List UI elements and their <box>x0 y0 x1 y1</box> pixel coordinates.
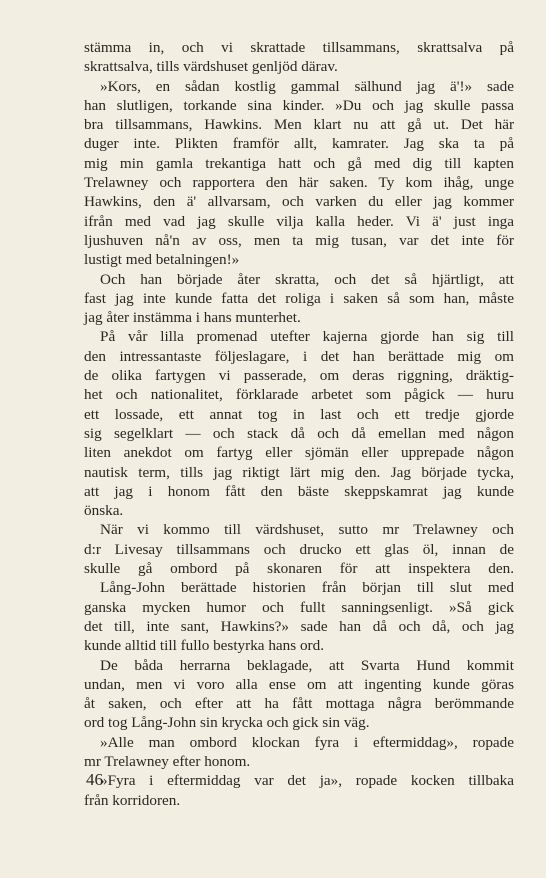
text-line: mr Trelawney efter honom. <box>84 752 251 770</box>
text-line: nautisk term, tills jag riktigt lärt mig den. Jag började tycka, <box>84 463 514 481</box>
text-line: att jag i honom fått den bäste skeppskamrat jag kunde <box>84 482 514 500</box>
text-line: kunde alltid till fullo bestyrka hans ord. <box>84 637 325 655</box>
page-number: 46 <box>86 770 103 789</box>
text-line: het och nationalitet, förklarade arbetet som pågick — huru <box>84 386 514 404</box>
text-line: ljushuven nå'n av oss, men ta mig tusan, var det inte för <box>84 231 514 249</box>
text-line: sig segelklart — och stack då och då emellan med någon <box>84 424 514 442</box>
text-line: stämma in, och vi skrattade tillsammans, skrattsalva på <box>84 39 514 56</box>
text-line: den intressantaste följeslagare, i det han berättade mig om <box>84 347 514 365</box>
text-line: På vår lilla promenad utefter kajerna gjorde han sig till <box>100 328 514 346</box>
text-line: Lång-John berättade historien från början till slut med <box>100 579 514 597</box>
text-line: Och han började åter skratta, och det så hjärtligt, att <box>100 270 514 288</box>
text-line: »Alle man ombord klockan fyra i eftermiddag», ropade <box>100 733 514 751</box>
text-line: skulle gå ombord på skonaren för att inspektera den. <box>84 560 514 578</box>
text-line: från korridoren. <box>84 791 181 809</box>
text-line: d:r Livesay tillsammans och drucko ett glas öl, innan de <box>84 540 514 558</box>
text-line: åt saken, och efter att ha fått mottaga några berömmande <box>84 695 514 713</box>
text-line: mig min gamla trekantiga hatt och gå med dig till kapten <box>84 154 514 172</box>
text-line: de olika fartygen vi passerade, om deras riggning, dräktig- <box>84 367 514 385</box>
text-line: ord tog Lång-John sin krycka och gick sin väg. <box>84 714 370 732</box>
text-line: När vi kommo till värdshuset, sutto mr Trelawney och <box>100 521 514 539</box>
text-line: duger inte. Plikten framför allt, kamrater. Jag ska ta på <box>84 135 514 153</box>
text-line: skrattsalva, tills värdshuset genljöd därav. <box>84 58 338 76</box>
text-line: De båda herrarna beklagade, att Svarta Hund kommit <box>100 656 514 674</box>
text-line: liten anekdot om fartyg eller sjömän eller upprepade någon <box>84 444 514 462</box>
text-line: jag åter instämma i hans munterhet. <box>84 309 301 327</box>
text-line: fast jag inte kunde fatta det roliga i saken så som han, måste <box>84 289 514 307</box>
text-line: han slutligen, torkande sina kinder. »Du och jag skulle passa <box>84 96 514 114</box>
text-line: önska. <box>84 502 124 520</box>
text-line: bra tillsammans, Hawkins. Men klart nu att gå ut. Det här <box>84 116 514 134</box>
text-line: Trelawney och rapportera den här saken. Ty kom ihåg, unge <box>84 174 514 192</box>
body-text <box>84 38 514 810</box>
text-line: ifrån med vad jag skulle vilja kalla heder. Vi ä' just inga <box>84 212 514 230</box>
text-line: ett lossade, ett annat tog in last och ett tredje gjorde <box>84 405 514 423</box>
text-line: lustigt med betalningen!» <box>84 251 240 269</box>
text-line: Hawkins, den ä' allvarsam, och varken du eller jag kommer <box>84 193 514 211</box>
text-line: det till, inte sant, Hawkins?» sade han då och då, och jag <box>84 617 514 635</box>
text-line: »Kors, en sådan kostlig gammal sälhund jag ä'!» sade <box>100 77 514 95</box>
text-line: ganska mycken humor och fullt sanningsenligt. »Så gick <box>84 598 514 616</box>
text-line: undan, men vi voro alla ense om att ingenting kunde göras <box>84 675 514 693</box>
text-line: »Fyra i eftermiddag var det ja», ropade kocken tillbaka <box>100 772 514 790</box>
